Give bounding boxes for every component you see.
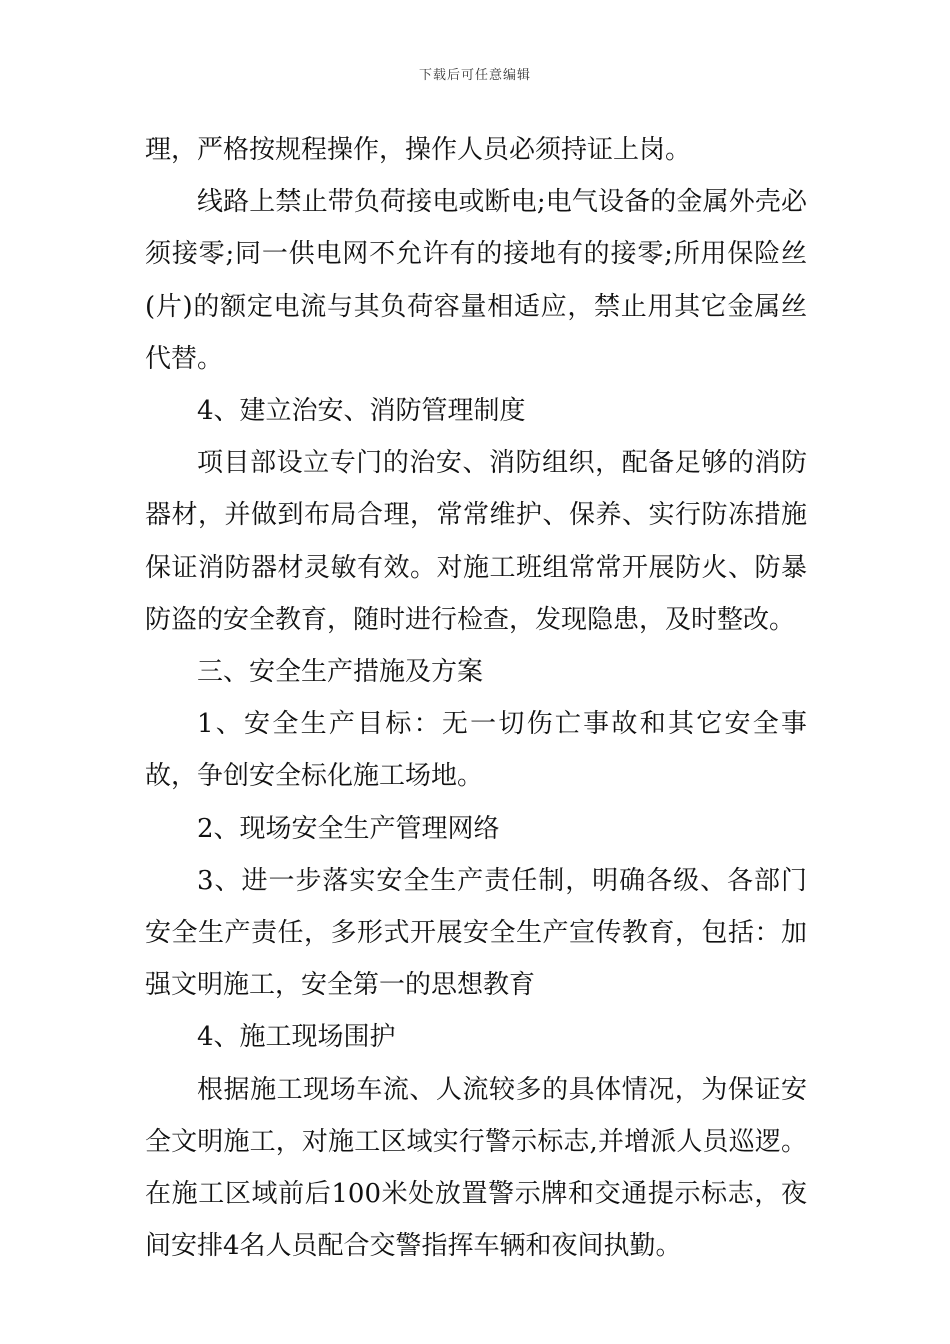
heading-site-enclosure: 4、施工现场围护 — [197, 1022, 396, 1053]
paragraph-fire-organization: 项目部设立专门的治安、消防组织，配备足够的消防器材，并做到布局合理，常常维护、保养、实行防冻措施保证消防器材灵敏有效。对施工班组常常开展防火、防暴防盗的安全教育，随时进行检查，发现隐患，及时整改。 — [145, 448, 807, 635]
paragraph-safety-network: 2、现场安全生产管理网络 — [197, 813, 500, 844]
heading-security-fire-system: 4、建立治安、消防管理制度 — [197, 396, 526, 427]
document-body — [145, 124, 807, 1272]
paragraph-safety-goal: 1、安全生产目标：无一切伤亡事故和其它安全事故，争创安全标化施工场地。 — [145, 709, 807, 792]
paragraph-traffic-warning: 根据施工现场车流、人流较多的具体情况，为保证安全文明施工，对施工区域实行警示标志,并增派人员巡逻。在施工区域前后100米处放置警示牌和交通提示标志，夜间安排4名人员配合交警指挥车辆和夜间执勤。 — [145, 1074, 807, 1262]
heading-safety-measures: 三、安全生产措施及方案 — [197, 657, 484, 688]
paragraph-electrical-safety: 线路上禁止带负荷接电或断电;电气设备的金属外壳必须接零;同一供电网不允许有的接地有的接零;所用保险丝(片)的额定电流与其负荷容量相适应，禁止用其它金属丝代替。 — [145, 187, 807, 374]
paragraph-responsibility: 3、进一步落实安全生产责任制，明确各级、各部门安全生产责任，多形式开展安全生产宣传教育，包括：加强文明施工，安全第一的思想教育 — [145, 865, 807, 1001]
page-header: 下载后可任意编辑 — [418, 68, 531, 83]
paragraph-continuation: 理，严格按规程操作，操作人员必须持证上岗。 — [145, 135, 692, 165]
